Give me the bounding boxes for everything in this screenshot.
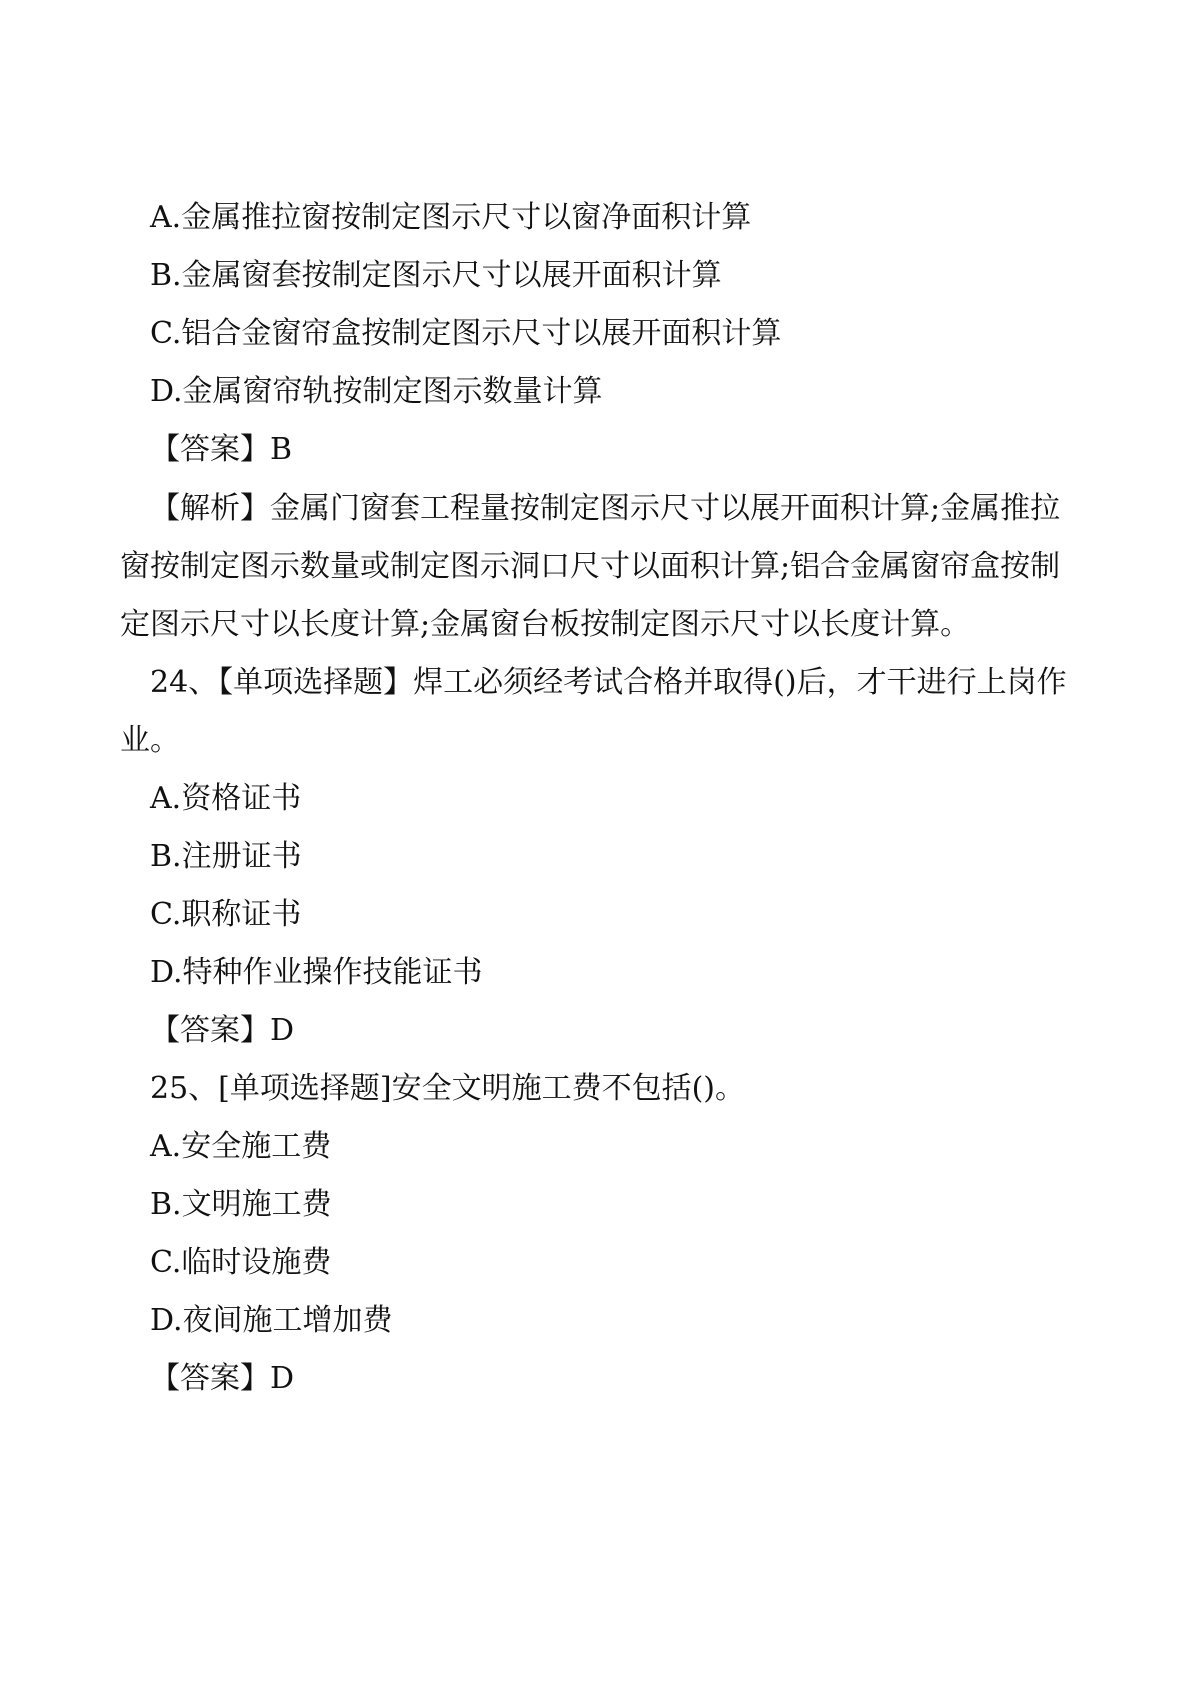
q25-question: 25、[单项选择题]安全文明施工费不包括()。 xyxy=(150,1071,745,1106)
q25-option-d: D.夜间施工增加费 xyxy=(150,1303,393,1338)
q25-option-b: B.文明施工费 xyxy=(150,1187,332,1222)
q23-option-c: C.铝合金窗帘盒按制定图示尺寸以展开面积计算 xyxy=(150,316,782,351)
q24-answer: 【答案】D xyxy=(150,1013,295,1048)
q23-option-a: A.金属推拉窗按制定图示尺寸以窗净面积计算 xyxy=(150,200,752,235)
q23-analysis-line-3: 定图示尺寸以长度计算;金属窗台板按制定图示尺寸以长度计算。 xyxy=(120,607,971,642)
q24-option-a: A.资格证书 xyxy=(150,781,302,816)
q24-option-b: B.注册证书 xyxy=(150,839,302,874)
q24-option-d: D.特种作业操作技能证书 xyxy=(150,955,483,990)
q23-analysis-line-2: 窗按制定图示数量或制定图示洞口尺寸以面积计算;铝合金属窗帘盒按制 xyxy=(120,549,1061,584)
q23-option-b: B.金属窗套按制定图示尺寸以展开面积计算 xyxy=(150,258,722,293)
q23-analysis-line-1: 【解析】金属门窗套工程量按制定图示尺寸以展开面积计算;金属推拉 xyxy=(150,491,1061,526)
q24-question-line-1: 24、【单项选择题】焊工必须经考试合格并取得()后，才干进行上岗作 xyxy=(150,665,1067,700)
q23-option-d: D.金属窗帘轨按制定图示数量计算 xyxy=(150,374,603,409)
q25-option-c: C.临时设施费 xyxy=(150,1245,332,1280)
q24-question-line-2: 业。 xyxy=(120,723,180,758)
q25-option-a: A.安全施工费 xyxy=(150,1129,332,1164)
q23-answer: 【答案】B xyxy=(150,432,293,467)
q25-answer: 【答案】D xyxy=(150,1361,295,1396)
q24-option-c: C.职称证书 xyxy=(150,897,302,932)
